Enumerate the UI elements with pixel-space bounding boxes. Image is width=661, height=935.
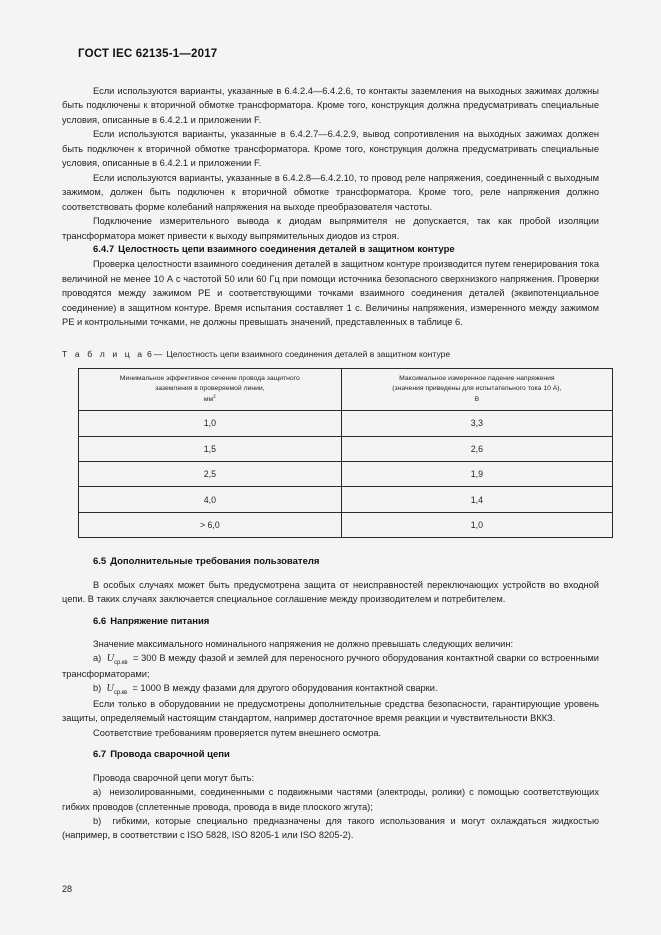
section-6-5-paragraph: В особых случаях может быть предусмотрена защита от неисправностей переключающих устройств во входной цепи. В таких случаях заключается специальное соглашение между производителем и потребителем. <box>62 579 599 605</box>
section-6-7-paragraph-1: Провода сварочной цепи могут быть: <box>93 772 255 783</box>
header-unit: $мм^2$ <box>203 394 216 403</box>
table-body <box>79 411 613 538</box>
list-marker-a: a) <box>93 787 102 798</box>
spacer <box>62 330 599 347</box>
section-6-7-item-b <box>62 814 599 843</box>
section-6-6-item-a <box>62 651 599 681</box>
table-row <box>79 512 613 537</box>
spacer <box>62 538 599 555</box>
heading-6-6-title: Напряжение питания <box>110 615 210 627</box>
heading-6-4-7-number: 6.4.7 <box>93 243 115 255</box>
section-6-6-paragraph-2: Если только в оборудовании не предусмотрены дополнительные средства безопасности, гарантирующие уровень защиты, определяемый настоящим стандартом, например достаточное время реакции и чувствительности ВККЗ. <box>62 698 599 724</box>
cell-voltage: 2,6 <box>341 436 612 461</box>
symbol-u-rms: $U_{ср.кв}$ <box>106 683 128 697</box>
heading-6-4-7 <box>62 243 599 257</box>
cell-section: 1,0 <box>79 411 342 436</box>
table-caption-label: Т а б л и ц а <box>62 348 145 359</box>
symbol-subscript: ср.кв <box>113 690 128 697</box>
header-unit-exponent: 2 <box>213 394 216 400</box>
list-marker-b: b) <box>93 683 102 694</box>
table-6 <box>78 368 613 538</box>
cell-voltage: 3,3 <box>341 411 612 436</box>
spacer <box>62 763 599 771</box>
symbol-subscript: ср.кв <box>114 660 128 667</box>
section-6-7-item-a <box>62 785 599 814</box>
heading-6-7-number: 6.7 <box>93 749 107 761</box>
symbol-u-rms: $U_{ср.кв}$ <box>106 653 128 667</box>
heading-6-7-title: Провода сварочной цепи <box>110 749 230 761</box>
header-line-1: Минимальное эффективное сечение провода защитного <box>119 374 300 382</box>
cell-section: 2,5 <box>79 461 342 486</box>
table-caption-dash: — <box>153 348 163 359</box>
paragraph-3: Если используются варианты, указанные в 6.4.2.8—6.4.2.10, то провод реле напряжения, соединенный с выходным зажимом, должен быть подключен к вторичной обмотке трансформатора. Кроме того, реле напряжения должно соответствовать форме колебаний напряжения на выходе преобразователя частоты. <box>62 172 599 212</box>
cell-voltage: 1,9 <box>341 461 612 486</box>
paragraph-2: Если используются варианты, указанные в 6.4.2.7—6.4.2.9, вывод сопротивления на выходных зажимах должен быть подключен к вторичной обмотке трансформатора. Кроме того, конструкция должна предусматривать специальные условия, описанные в 6.4.2.1 и приложении F. <box>62 129 599 169</box>
cell-section: 4,0 <box>79 487 342 512</box>
list-marker-a: a) <box>93 653 102 664</box>
spacer <box>62 629 599 637</box>
table-caption <box>62 347 599 361</box>
spacer <box>62 570 599 578</box>
table-row <box>79 411 613 436</box>
page-header-title: ГОСТ IEC 62135-1—2017 <box>78 48 218 60</box>
section-6-6-item-b <box>62 681 599 696</box>
page-content <box>62 84 599 843</box>
header-line-2: заземления в проверяемой линии, <box>155 385 265 393</box>
table-caption-title: Целостность цепи взаимного соединения деталей в защитном контуре <box>166 348 451 359</box>
paragraph-4: Подключение измерительного вывода к диодам выпрямителя не допускается, так как пробой изоляции трансформатора может привести к выходу выпрямительных диодов из строя. <box>62 216 599 241</box>
table-row <box>79 487 613 512</box>
cell-section: > 6,0 <box>79 512 342 537</box>
item-b-text: гибкими, которые специально предназначены для такого использования и могут охлаждаться жидкостью (например, в соответствии с ISO 5828, ISO 8205-1 или ISO 8205-2). <box>62 815 599 841</box>
paragraph-1: Если используются варианты, указанные в 6.4.2.4—6.4.2.6, то контакты заземления на выходных зажимах должны быть подключены к вторичной обмотке трансформатора. Кроме того, конструкция должна предусматривать специальные условия, описанные в 6.4.2.1 и приложении F. <box>62 86 599 125</box>
section-6-6-paragraph-1: Значение максимального номинального напряжения не должно превышать следующих величин: <box>93 638 514 649</box>
heading-6-5 <box>62 555 599 569</box>
list-marker-b: b) <box>93 815 102 826</box>
heading-6-6 <box>62 615 599 629</box>
header-unit: В <box>474 395 480 403</box>
spacer <box>62 740 599 748</box>
table-row <box>79 436 613 461</box>
table-row <box>79 461 613 486</box>
page-number: 28 <box>62 884 73 894</box>
table-header-row <box>79 368 613 411</box>
item-a-text: неизолированными, соединенными с подвижными частями (электроды, ролики) с помощью соответствующих гибких проводов (сплетенные провода, провода в виде плоского жгута); <box>62 787 599 812</box>
spacer <box>62 607 599 615</box>
item-b-text: = 1000 В между фазами для другого оборудования контактной сварки. <box>132 683 438 694</box>
heading-6-5-number: 6.5 <box>93 556 107 568</box>
heading-6-5-title: Дополнительные требования пользователя <box>110 556 320 568</box>
heading-6-4-7-title: Целостность цепи взаимного соединения деталей в защитном контуре <box>118 243 455 255</box>
table-head <box>79 368 613 411</box>
header-line-2: (значения приведены для испытательного тока 10 А), <box>392 385 562 393</box>
cell-section: 1,5 <box>79 436 342 461</box>
item-a-text: = 300 В между фазой и землей для переносного ручного оборудования контактной сварки со встроенными трансформаторами; <box>62 653 599 679</box>
table-caption-number: 6 <box>146 348 152 359</box>
cell-voltage: 1,0 <box>341 512 612 537</box>
section-6-6-paragraph-3: Соответствие требованиям проверяется путем внешнего осмотра. <box>93 727 382 738</box>
heading-6-7 <box>62 748 599 762</box>
section-6-4-7-paragraph: Проверка целостности взаимного соединения деталей в защитном контуре производится путем генерирования тока величиной не менее 10 А с частотой 50 или 60 Гц при помощи источника безопасного сверхнизкого напряжения. Проверки проводятся между зажимом PE и соответствующими точками взаимного соединения деталей (эквипотенциальное соединение) в защитном контуре. Время испытания составляет 1 с. Величины напряжения, измеренного между зажимом PE и контрольными точками, не должны превышать значений, представленных в таблице 6. <box>62 259 599 328</box>
column-header-conductor-section <box>79 368 342 411</box>
cell-voltage: 1,4 <box>341 487 612 512</box>
column-header-voltage-drop <box>341 368 612 411</box>
heading-6-6-number: 6.6 <box>93 615 107 627</box>
header-line-1: Максимальное измеренное падение напряжения <box>399 374 555 382</box>
